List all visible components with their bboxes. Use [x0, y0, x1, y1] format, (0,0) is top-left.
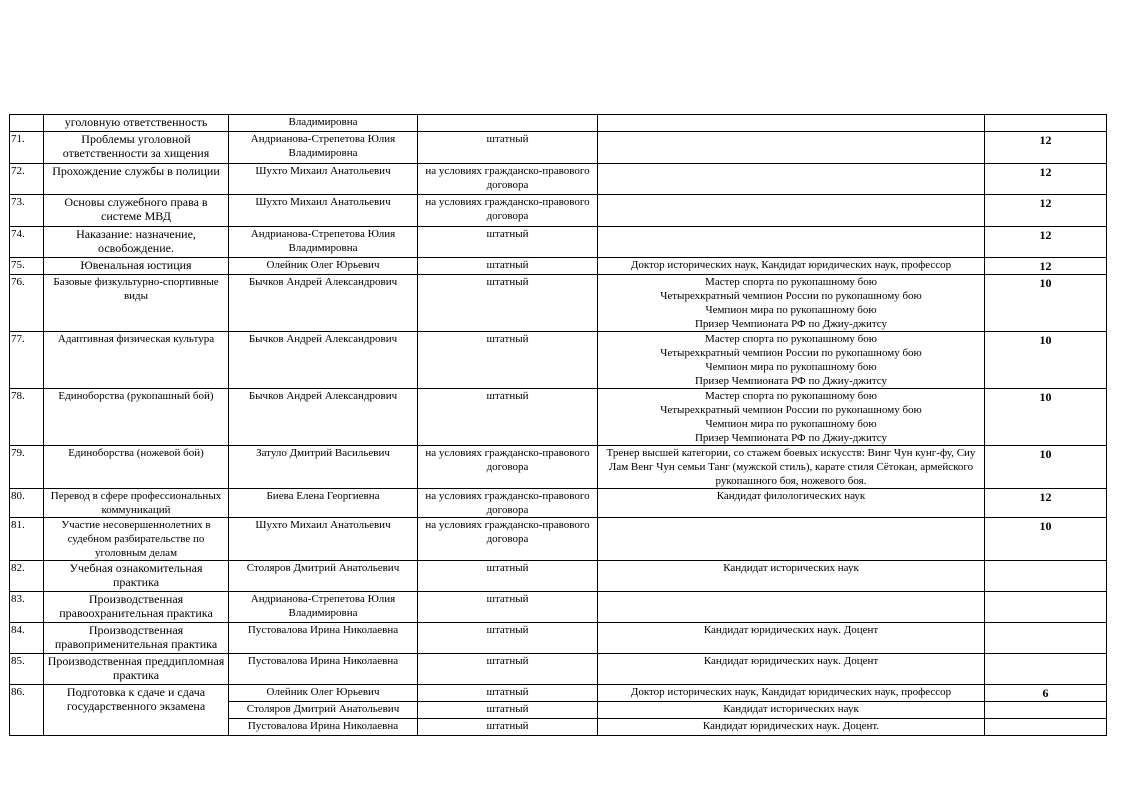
status-cell: штатный	[418, 227, 598, 258]
table-row	[10, 332, 1107, 389]
discipline-cell: Производственная преддипломная практика	[44, 654, 229, 685]
table-row	[10, 518, 1107, 561]
row-number: 85.	[10, 654, 44, 685]
status-cell: штатный	[418, 654, 598, 685]
teacher-cell: Затуло Дмитрий Васильевич	[229, 446, 418, 489]
row-number: 76.	[10, 275, 44, 332]
teacher-cell: Биева Елена Георгиевна	[229, 489, 418, 518]
teacher-cell: Шухто Михаил Анатольевич	[229, 518, 418, 561]
row-number: 80.	[10, 489, 44, 518]
status-cell: штатный	[418, 132, 598, 164]
table-row	[10, 489, 1107, 518]
discipline-cell: Участие несовершеннолетних в судебном разбирательстве по уголовным делам	[44, 518, 229, 561]
discipline-cell: Прохождение службы в полиции	[44, 164, 229, 195]
qualification-cell: Кандидат юридических наук. Доцент.	[598, 719, 985, 736]
table-row	[10, 227, 1107, 258]
discipline-cell: Основы служебного права в системе МВД	[44, 195, 229, 227]
qualification-cell	[598, 195, 985, 227]
hours-cell	[985, 623, 1107, 654]
row-number: 83.	[10, 592, 44, 623]
table-row	[10, 685, 1107, 702]
status-cell: на условиях гражданско-правового договора	[418, 195, 598, 227]
status-cell: штатный	[418, 685, 598, 702]
qualification-cell	[598, 654, 985, 685]
qualification-line: Кандидат филологических наук	[716, 490, 866, 502]
status-cell: штатный	[418, 389, 598, 446]
qualification-line: Призер Чемпионата РФ по Джиу-джитсу	[694, 375, 888, 387]
hours-cell	[985, 115, 1107, 132]
qualification-cell	[598, 518, 985, 561]
row-number: 81.	[10, 518, 44, 561]
status-cell	[418, 115, 598, 132]
qualification-cell	[598, 489, 985, 518]
discipline-cell: Адаптивная физическая культура	[44, 332, 229, 389]
status-cell: на условиях гражданско-правового договора	[418, 518, 598, 561]
row-number	[10, 115, 44, 132]
hours-cell: 12	[985, 489, 1107, 518]
teacher-cell: Андрианова-Стрепетова Юлия Владимировна	[229, 132, 418, 164]
hours-cell	[985, 561, 1107, 592]
status-cell: штатный	[418, 719, 598, 736]
qualification-line: Мастер спорта по рукопашному бою	[705, 390, 877, 402]
qualification-cell	[598, 164, 985, 195]
qualification-cell: Тренер высшей категории, со стажем боевых искусств: Винг Чун кунг-фу, Сиу Лам Венг Чун семьи Танг (мужской стиль), карате стиля Сётокан, армейского рукопашного боя, ножевого боя.	[598, 446, 985, 489]
discipline-cell: Перевод в сфере профессиональных коммуникаций	[44, 489, 229, 518]
table-row	[10, 654, 1107, 685]
qualification-line: Кандидат юридических наук. Доцент	[703, 624, 879, 636]
teacher-cell: Столяров Дмитрий Анатольевич	[229, 702, 418, 719]
table-row	[10, 592, 1107, 623]
row-number: 74.	[10, 227, 44, 258]
table-row	[10, 623, 1107, 654]
table-body	[10, 115, 1107, 736]
teacher-cell: Бычков Андрей Александрович	[229, 389, 418, 446]
teacher-cell: Шухто Михаил Анатольевич	[229, 164, 418, 195]
table-row	[10, 561, 1107, 592]
teacher-cell: Владимировна	[229, 115, 418, 132]
hours-cell: 10	[985, 446, 1107, 489]
qualification-cell	[598, 275, 985, 332]
qualification-line: Чемпион мира по рукопашному бою	[705, 361, 877, 373]
qualification-line: Призер Чемпионата РФ по Джиу-джитсу	[694, 318, 888, 330]
row-number: 77.	[10, 332, 44, 389]
qualification-cell	[598, 132, 985, 164]
qualification-cell	[598, 115, 985, 132]
discipline-cell: Учебная ознакомительная практика	[44, 561, 229, 592]
qualification-line: Кандидат исторических наук	[723, 562, 859, 574]
qualification-cell	[598, 332, 985, 389]
row-number: 75.	[10, 258, 44, 275]
status-cell: штатный	[418, 702, 598, 719]
hours-cell: 10	[985, 389, 1107, 446]
hours-cell: 10	[985, 275, 1107, 332]
row-number: 79.	[10, 446, 44, 489]
status-cell: штатный	[418, 332, 598, 389]
status-cell: штатный	[418, 592, 598, 623]
hours-cell: 10	[985, 518, 1107, 561]
discipline-cell: Базовые физкультурно-спортивные виды	[44, 275, 229, 332]
qualification-line: Мастер спорта по рукопашному бою	[705, 276, 877, 288]
table-row	[10, 195, 1107, 227]
table-row	[10, 446, 1107, 489]
teacher-cell: Пустовалова Ирина Николаевна	[229, 654, 418, 685]
hours-cell: 12	[985, 258, 1107, 275]
qualification-cell	[598, 592, 985, 623]
discipline-cell: уголовную ответственность	[44, 115, 229, 132]
teacher-cell: Пустовалова Ирина Николаевна	[229, 719, 418, 736]
row-number: 82.	[10, 561, 44, 592]
discipline-cell: Единоборства (ножевой бой)	[44, 446, 229, 489]
discipline-cell: Производственная правоохранительная практика	[44, 592, 229, 623]
row-number: 73.	[10, 195, 44, 227]
hours-cell: 10	[985, 332, 1107, 389]
row-number: 86.	[10, 685, 44, 736]
qualification-line: Чемпион мира по рукопашному бою	[705, 418, 877, 430]
teacher-cell: Бычков Андрей Александрович	[229, 332, 418, 389]
qualification-line: Чемпион мира по рукопашному бою	[705, 304, 877, 316]
teacher-cell: Олейник Олег Юрьевич	[229, 258, 418, 275]
discipline-cell: Ювенальная юстиция	[44, 258, 229, 275]
status-cell: на условиях гражданско-правового договора	[418, 446, 598, 489]
teacher-cell: Олейник Олег Юрьевич	[229, 685, 418, 702]
qualification-cell	[598, 258, 985, 275]
qualification-cell: Кандидат исторических наук	[598, 702, 985, 719]
qualification-cell	[598, 561, 985, 592]
discipline-cell: Единоборства (рукопашный бой)	[44, 389, 229, 446]
table-row	[10, 132, 1107, 164]
teacher-cell: Бычков Андрей Александрович	[229, 275, 418, 332]
status-cell: штатный	[418, 258, 598, 275]
table-row	[10, 258, 1107, 275]
hours-cell: 12	[985, 164, 1107, 195]
qualification-line: Призер Чемпионата РФ по Джиу-джитсу	[694, 432, 888, 444]
hours-cell: 12	[985, 195, 1107, 227]
status-cell: штатный	[418, 275, 598, 332]
teacher-cell: Шухто Михаил Анатольевич	[229, 195, 418, 227]
status-cell: на условиях гражданско-правового договора	[418, 489, 598, 518]
qualification-cell	[598, 389, 985, 446]
qualification-line: Кандидат юридических наук. Доцент	[703, 655, 879, 667]
row-number: 84.	[10, 623, 44, 654]
discipline-cell: Проблемы уголовной ответственности за хищения	[44, 132, 229, 164]
hours-cell: 12	[985, 227, 1107, 258]
table-row	[10, 115, 1107, 132]
status-cell: на условиях гражданско-правового договора	[418, 164, 598, 195]
hours-cell	[985, 702, 1107, 719]
teacher-cell: Андрианова-Стрепетова Юлия Владимировна	[229, 227, 418, 258]
status-cell: штатный	[418, 561, 598, 592]
qualification-line: Доктор исторических наук, Кандидат юридических наук, профессор	[630, 259, 952, 271]
staffing-table	[9, 114, 1107, 736]
qualification-cell: Доктор исторических наук, Кандидат юридических наук, профессор	[598, 685, 985, 702]
qualification-line: Четырехкратный чемпион России по рукопашному бою	[660, 347, 922, 359]
table-row	[10, 389, 1107, 446]
qualification-cell	[598, 623, 985, 654]
teacher-cell: Столяров Дмитрий Анатольевич	[229, 561, 418, 592]
discipline-cell: Подготовка к сдаче и сдача государственного экзамена	[44, 685, 229, 736]
row-number: 71.	[10, 132, 44, 164]
qualification-line: Четырехкратный чемпион России по рукопашному бою	[660, 404, 922, 416]
discipline-cell: Производственная правоприменительная практика	[44, 623, 229, 654]
teacher-cell: Андрианова-Стрепетова Юлия Владимировна	[229, 592, 418, 623]
teacher-cell: Пустовалова Ирина Николаевна	[229, 623, 418, 654]
qualification-line: Четырехкратный чемпион России по рукопашному бою	[660, 290, 922, 302]
hours-cell: 12	[985, 132, 1107, 164]
hours-cell	[985, 719, 1107, 736]
hours-cell	[985, 592, 1107, 623]
row-number: 72.	[10, 164, 44, 195]
row-number: 78.	[10, 389, 44, 446]
hours-cell: 6	[985, 685, 1107, 702]
qualification-line: Мастер спорта по рукопашному бою	[705, 333, 877, 345]
discipline-cell: Наказание: назначение, освобождение.	[44, 227, 229, 258]
table-row	[10, 164, 1107, 195]
table-row	[10, 275, 1107, 332]
hours-cell	[985, 654, 1107, 685]
qualification-cell	[598, 227, 985, 258]
status-cell: штатный	[418, 623, 598, 654]
